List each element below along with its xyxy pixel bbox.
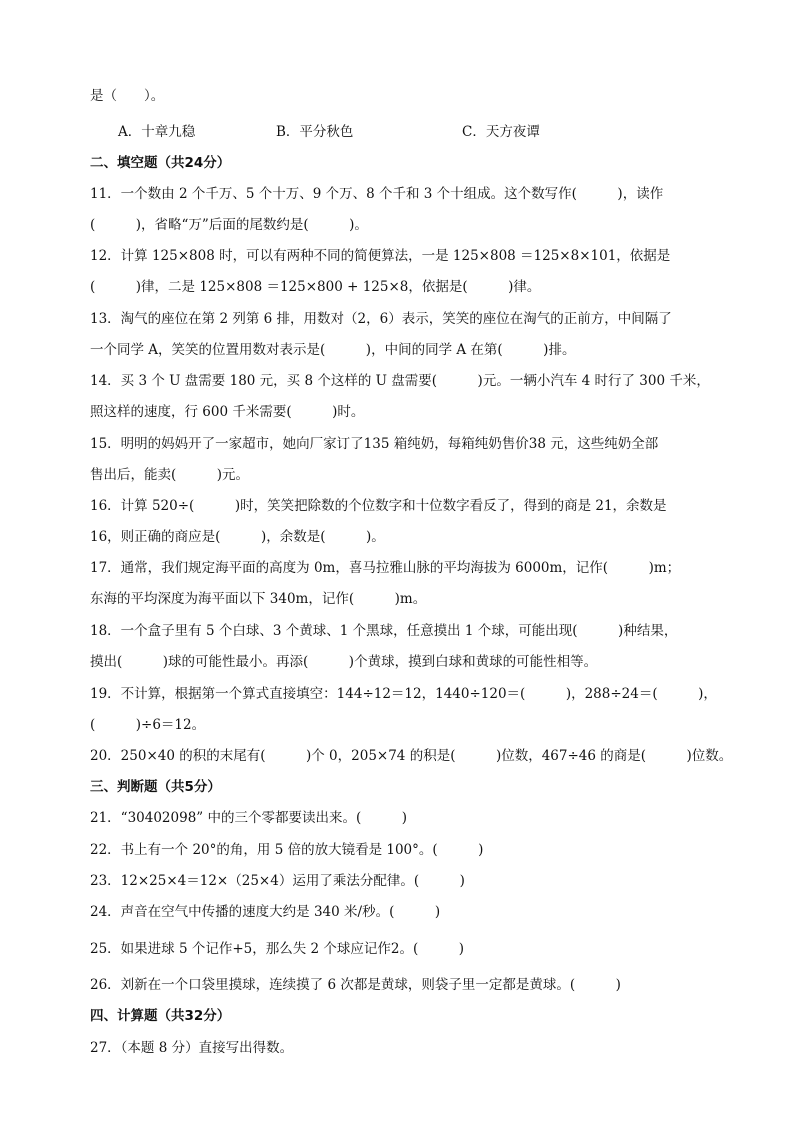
question-14-line-2: 照这样的速度，行 600 千米需要( )时。	[90, 404, 365, 420]
section-calculation-title: 四、计算题（共32分）	[90, 1008, 231, 1024]
section-fill-in-title: 二、填空题（共24分）	[90, 155, 231, 171]
question-27: 27．（本题 8 分）直接写出得数。	[90, 1040, 294, 1056]
question-11-line-1: 11．一个数由 2 个千万、5 个十万、9 个万、8 个千和 3 个十组成。这个数写作( )，读作	[90, 186, 664, 202]
option-c: C．天方夜谭	[462, 124, 540, 140]
question-24: 24．声音在空气中传播的速度大约是 340 米/秒。( )	[90, 904, 441, 920]
question-14-line-1: 14．买 3 个 U 盘需要 180 元，买 8 个这样的 U 盘需要( )元。一辆小汽车 4 时行了 300 千米，	[90, 373, 710, 389]
question-13-line-2: 一个同学 A，笑笑的位置用数对表示是( )，中间的同学 A 在第( )排。	[90, 342, 576, 358]
question-23: 23．12×25×4＝12×（25×4）运用了乘法分配律。( )	[90, 873, 465, 889]
question-17-line-2: 东海的平均深度为海平面以下 340m，记作( )m。	[90, 591, 427, 607]
question-17-line-1: 17．通常，我们规定海平面的高度为 0m，喜马拉雅山脉的平均海拔为 6000m，记作( )m；	[90, 560, 681, 576]
question-11-line-2: ( )，省略“万”后面的尾数约是( )。	[90, 217, 368, 233]
question-21: 21．“30402098” 中的三个零都要读出来。( )	[90, 810, 408, 826]
question-12-line-2: ( )律，二是 125×808 ＝125×800 + 125×8，依据是( )律。	[90, 279, 541, 295]
question-13-line-1: 13．淘气的座位在第 2 列第 6 排，用数对（2，6）表示，笑笑的座位在淘气的正前方，中间隔了	[90, 311, 672, 327]
question-10-tail: 是（ ）。	[90, 88, 165, 104]
question-22: 22．书上有一个 20°的角，用 5 倍的放大镜看是 100°。( )	[90, 842, 484, 858]
question-25: 25．如果进球 5 个记作+5，那么失 2 个球应记作2。( )	[90, 941, 465, 957]
question-19-line-2: ( )÷6＝12。	[90, 717, 206, 733]
option-b: B．平分秋色	[276, 124, 354, 140]
question-16-line-2: 16，则正确的商应是( )，余数是( )。	[90, 529, 385, 545]
question-20: 20．250×40 的积的末尾有( )个 0，205×74 的积是( )位数，467÷46 的商是( )位数。	[90, 748, 733, 764]
question-12-line-1: 12．计算 125×808 时，可以有两种不同的简便算法，一是 125×808 ＝125×8×101，依据是	[90, 248, 671, 264]
question-26: 26．刘新在一个口袋里摸球，连续摸了 6 次都是黄球，则袋子里一定都是黄球。( )	[90, 977, 621, 993]
question-15-line-1: 15．明明的妈妈开了一家超市，她向厂家订了135 箱纯奶，每箱纯奶售价38 元，这些纯奶全部	[90, 436, 659, 452]
option-a: A．十章九稳	[118, 124, 196, 140]
question-16-line-1: 16．计算 520÷( )时，笑笑把除数的个位数字和十位数字看反了，得到的商是 21，余数是	[90, 498, 667, 514]
question-15-line-2: 售出后，能卖( )元。	[90, 467, 250, 483]
section-judgement-title: 三、判断题（共5分）	[90, 779, 221, 795]
question-19-line-1: 19．不计算，根据第一个算式直接填空：144÷12＝12，1440÷120＝( )，288÷24＝( )，	[90, 686, 717, 702]
question-18-line-2: 摸出( )球的可能性最小。再添( )个黄球，摸到白球和黄球的可能性相等。	[90, 654, 598, 670]
question-18-line-1: 18．一个盒子里有 5 个白球、3 个黄球、1 个黑球，任意摸出 1 个球，可能出现( )种结果，	[90, 623, 678, 639]
